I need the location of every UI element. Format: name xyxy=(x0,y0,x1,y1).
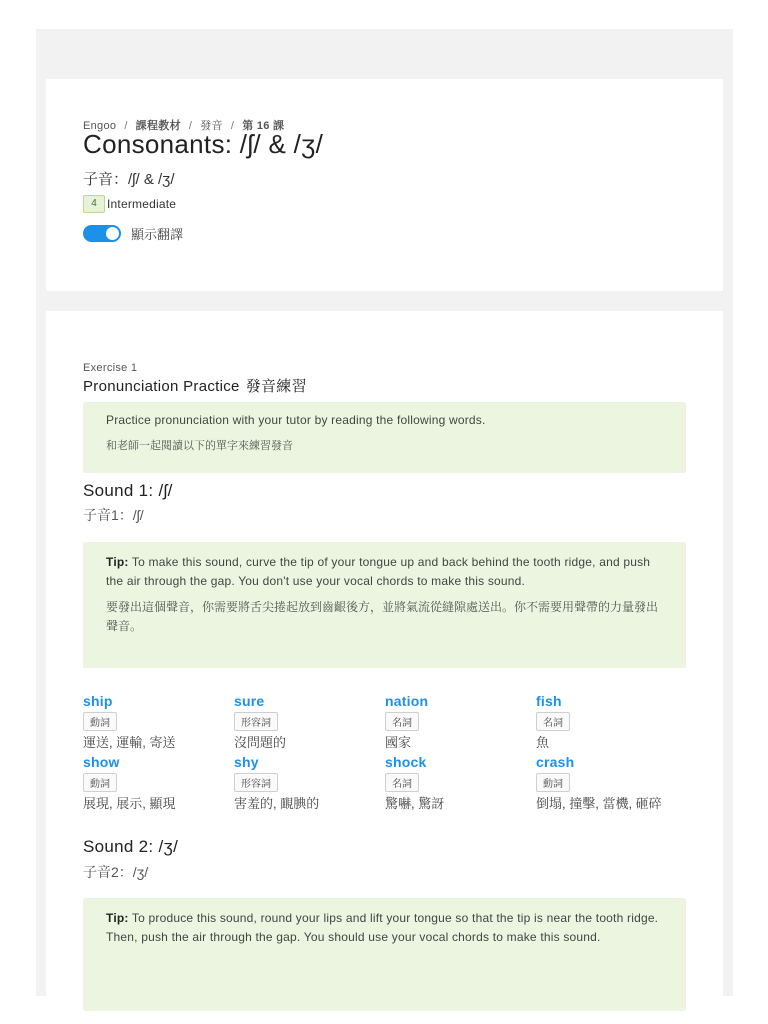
breadcrumb-pronunciation[interactable]: 發音 xyxy=(200,120,223,132)
word-card xyxy=(83,693,228,751)
sound2-tip-text: To produce this sound, round your lips and lift your tongue so that the tip is near the tooth ridge. Then, push the air through the gap. You should use your vocal chords to make this sound. xyxy=(106,911,659,944)
word-card xyxy=(234,754,379,812)
word-meaning: 國家 xyxy=(385,735,412,750)
part-of-speech-badge: 形容詞 xyxy=(234,773,278,792)
word-meaning: 倒塌, 撞擊, 當機, 砸碎 xyxy=(536,796,662,811)
sound1-title: Sound 1: /ʃ/ xyxy=(83,481,173,500)
exercise-title xyxy=(83,375,307,396)
word-link[interactable]: show xyxy=(83,754,120,770)
translation-toggle-switch[interactable] xyxy=(83,225,121,242)
word-meaning: 沒問題的 xyxy=(234,735,287,750)
word-card xyxy=(385,693,530,751)
word-card xyxy=(536,693,681,751)
instructions-zh: 和老師一起閱讀以下的單字來練習發音 xyxy=(106,440,293,452)
word-link[interactable]: sure xyxy=(234,693,265,709)
word-card xyxy=(83,754,228,812)
toggle-knob xyxy=(106,227,119,240)
sound1-tip xyxy=(83,542,686,668)
part-of-speech-badge: 形容詞 xyxy=(234,712,278,731)
instructions-en: Practice pronunciation with your tutor by reading the following words. xyxy=(106,413,486,427)
level-indicator xyxy=(83,195,176,213)
part-of-speech-badge: 名詞 xyxy=(385,773,419,792)
sound1-tip-zh: 要發出這個聲音，你需要將舌尖捲起放到齒齦後方，並將氣流從縫隙處送出。你不需要用聲帶的力量發出聲音。 xyxy=(106,600,659,633)
word-meaning: 運送, 運輸, 寄送 xyxy=(83,735,176,750)
breadcrumb-separator: / xyxy=(230,120,235,132)
sound2-tip xyxy=(83,898,686,1011)
word-link[interactable]: shy xyxy=(234,754,259,770)
sound2-subtitle: 子音2：/ʒ/ xyxy=(83,864,149,880)
exercise-title-en: Pronunciation Practice xyxy=(83,378,240,395)
part-of-speech-badge: 動詞 xyxy=(83,712,117,731)
breadcrumb-current-lesson: 第 16 課 xyxy=(242,120,285,132)
sound1-tip-en xyxy=(106,553,663,591)
lesson-header-card xyxy=(46,79,723,291)
level-label: Intermediate xyxy=(107,197,177,211)
part-of-speech-badge: 動詞 xyxy=(536,773,570,792)
word-meaning: 害羞的, 靦腆的 xyxy=(234,796,320,811)
exercise-number: Exercise 1 xyxy=(83,362,138,374)
word-meaning: 展現, 展示, 顯現 xyxy=(83,796,176,811)
page-title: Consonants: /ʃ/ & /ʒ/ xyxy=(83,129,324,159)
translation-toggle-row[interactable] xyxy=(83,224,183,243)
word-link[interactable]: shock xyxy=(385,754,427,770)
word-card xyxy=(536,754,681,812)
breadcrumb-engoo[interactable]: Engoo xyxy=(83,120,117,132)
breadcrumb-separator: / xyxy=(188,120,193,132)
word-link[interactable]: fish xyxy=(536,693,562,709)
sound1-tip-text: To make this sound, curve the tip of your tongue up and back behind the tooth ridge, and push the air through the gap. You don't use your vocal chords to make this sound. xyxy=(106,555,651,588)
breadcrumb-separator: / xyxy=(124,120,128,132)
exercise-title-zh: 發音練習 xyxy=(245,378,307,395)
word-card xyxy=(234,693,379,751)
word-card xyxy=(385,754,530,812)
breadcrumb-materials[interactable]: 課程教材 xyxy=(135,120,181,132)
page-subtitle: 子音：/ʃ/ & /ʒ/ xyxy=(83,171,175,188)
sound2-title: Sound 2: /ʒ/ xyxy=(83,837,179,856)
translation-toggle-label[interactable]: 顯示翻譯 xyxy=(131,227,184,242)
exercise-card xyxy=(46,311,723,1011)
word-link[interactable]: nation xyxy=(385,693,429,709)
exercise-instructions xyxy=(83,402,686,473)
part-of-speech-badge: 名詞 xyxy=(385,712,419,731)
tip-label: Tip: xyxy=(106,911,129,925)
tip-label: Tip: xyxy=(106,555,129,569)
sound1-subtitle: 子音1：/ʃ/ xyxy=(83,507,144,523)
word-meaning: 驚嚇, 驚訝 xyxy=(385,796,445,811)
level-number-badge: 4 xyxy=(83,195,105,213)
word-link[interactable]: crash xyxy=(536,754,575,770)
part-of-speech-badge: 動詞 xyxy=(83,773,117,792)
word-meaning: 魚 xyxy=(536,735,550,750)
word-link[interactable]: ship xyxy=(83,693,113,709)
sound2-tip-en xyxy=(106,909,663,947)
part-of-speech-badge: 名詞 xyxy=(536,712,570,731)
